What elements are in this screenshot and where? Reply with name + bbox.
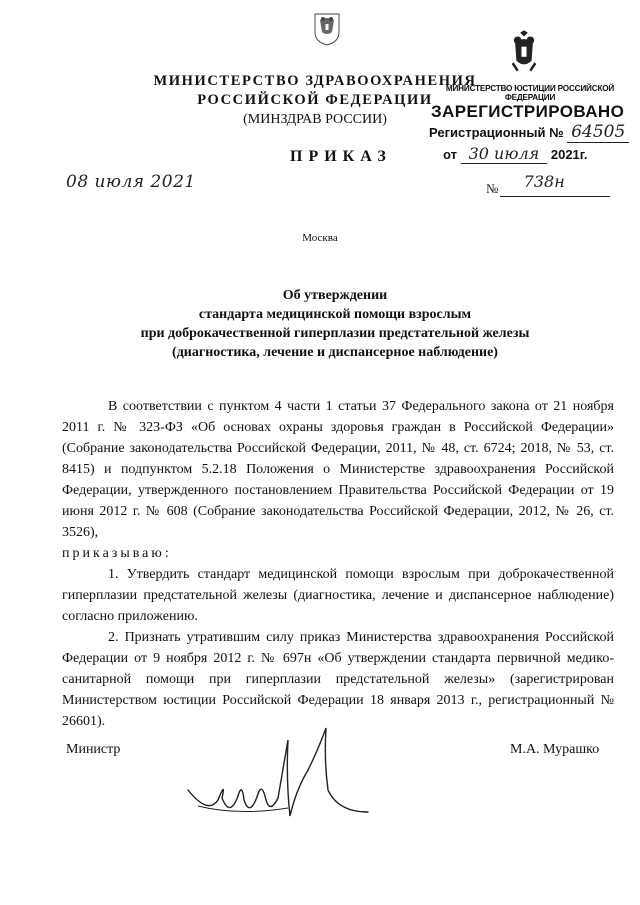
registration-stamp [425, 22, 635, 163]
stamp-date-prefix: от [443, 147, 457, 162]
stamp-reg-line [429, 122, 629, 142]
item-1: 1. Утвердить стандарт медицинской помощи взрослым при доброкачественной гиперплазии предстательной железы (диагностика, лечение и диспансерное наблюдение) согласно приложению. [62, 567, 614, 624]
stamp-organization: МИНИСТЕРСТВО ЮСТИЦИИ РОССИЙСКОЙ ФЕДЕРАЦИИ [445, 84, 615, 102]
order-word: приказываю: [62, 546, 172, 561]
heading-line4: (диагностика, лечение и диспансерное наблюдение) [172, 345, 498, 360]
stamp-year: 2021г. [550, 147, 588, 162]
item-2: 2. Признать утратившим силу приказ Министерства здравоохранения Российской Федерации от 9 ноября 2012 г. № 697н «Об утверждении стандарта первичной медико-санитарной помощи при гиперплазии предстательной железы» (зарегистрирован Министерством юстиции Российской Федерации 18 января 2013 г., регистрационный № 26601). [62, 630, 614, 729]
stamp-reg-label: Регистрационный № [429, 125, 564, 140]
signatory-name: М.А. Мурашко [510, 742, 600, 757]
russian-coat-of-arms-icon [312, 10, 342, 46]
handwritten-signature [178, 720, 378, 830]
order-number-prefix: № [486, 181, 499, 196]
ministry-name-line2: РОССИЙСКОЙ ФЕДЕРАЦИИ [197, 92, 433, 108]
order-title: ПРИКАЗ [290, 148, 392, 165]
stamp-date-handwritten: 30 июля [461, 144, 548, 164]
city: Москва [302, 232, 338, 244]
heading-line3: при доброкачественной гиперплазии предстательной железы [140, 326, 530, 341]
document-heading [70, 286, 600, 362]
stamp-reg-number: 64505 [567, 122, 629, 143]
order-number-underline [500, 196, 610, 197]
heading-line2: стандарта медицинской помощи взрослым [198, 307, 472, 322]
document-body [62, 396, 614, 732]
signatory-title: Министр [66, 742, 121, 757]
ministry-name-line1: МИНИСТЕРСТВО ЗДРАВООХРАНЕНИЯ [153, 73, 477, 89]
stamp-date-line [443, 144, 588, 163]
order-number-handwritten: 738н [523, 172, 565, 191]
order-number [486, 172, 565, 197]
intro-paragraph: В соответствии с пунктом 4 части 1 статьи 37 Федерального закона от 21 ноября 2011 г. № 323-ФЗ «Об основах охраны здоровья граждан в Российской Федерации» (Собрание законодательства Российской Федерации, 2011, № 48, ст. 6724; 2018, № 53, ст. 8415) и подпунктом 5.2.18 Положения о Министерстве здравоохранения Российской Федерации, утвержденного постановлением Правительства Российской Федерации от 19 июня 2012 г. № 608 (Собрание законодательства Российской Федерации, 2012, № 26, ст. 3526), [62, 399, 614, 540]
russian-coat-of-arms-icon [505, 28, 543, 78]
order-date-handwritten: 08 июля 2021 [66, 172, 196, 192]
heading-line1: Об утверждении [282, 288, 388, 303]
ministry-short-name: (МИНЗДРАВ РОССИИ) [243, 112, 387, 127]
stamp-status: ЗАРЕГИСТРИРОВАНО [431, 102, 625, 121]
